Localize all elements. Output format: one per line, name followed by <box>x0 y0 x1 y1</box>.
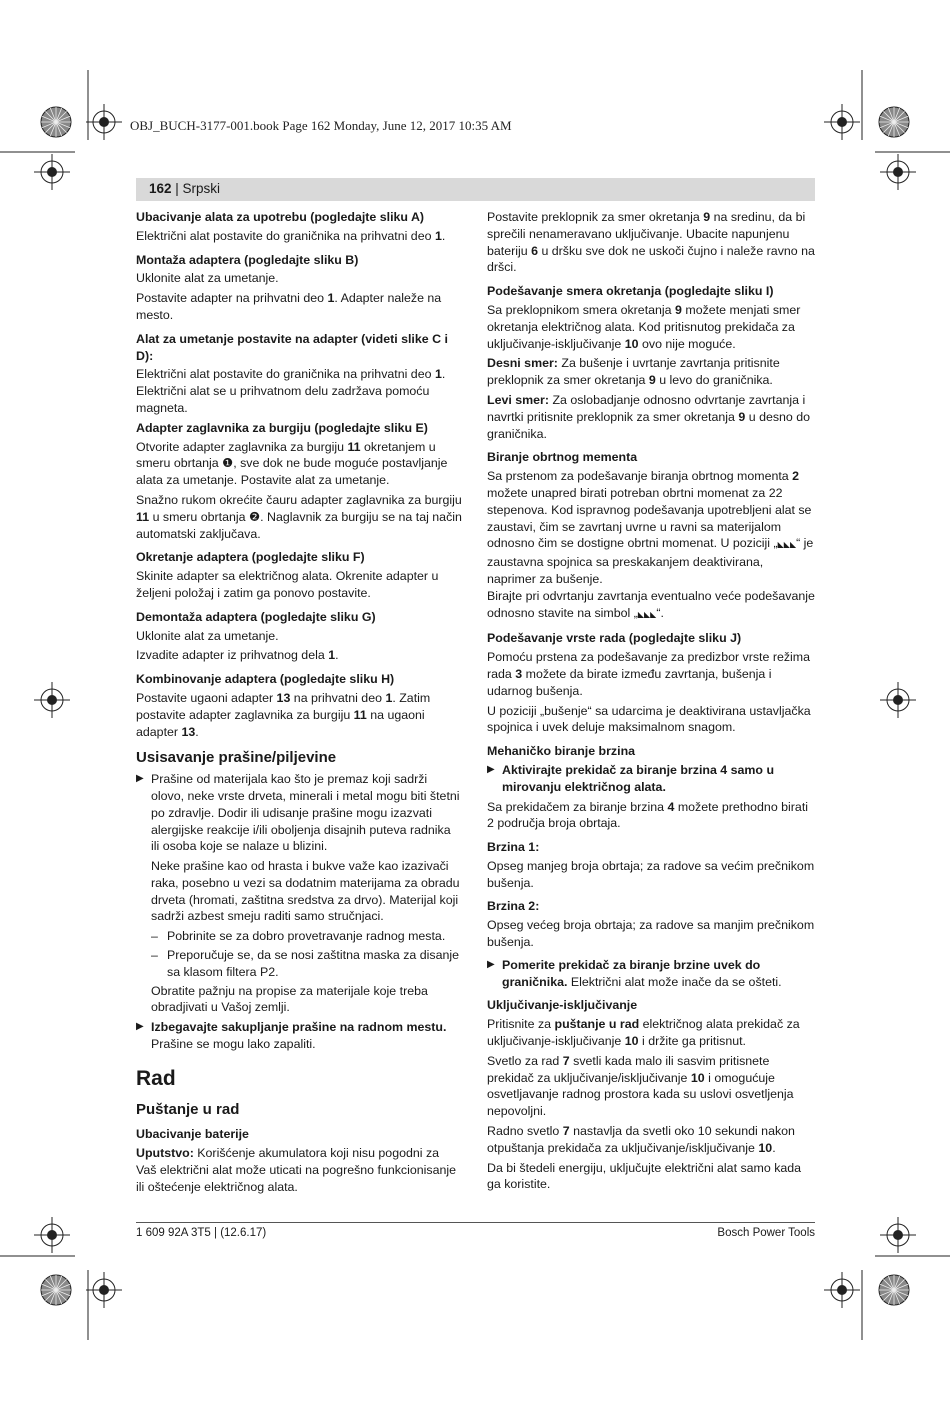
para-zaglavnik-2: Snažno rukom okrećite čauru adapter zaglavnika za burgiju 11 u smeru obrtanja ❷. Naglavnik za burgiju se na taj način automatski zaključava. <box>136 492 462 541</box>
header-language: Srpski <box>182 181 221 196</box>
para-levi-smer: Levi smer: Za oslobadjanje odnosno odvrtanje zavrtanja i navrtki pritisnite preklopnik za smer okretanja 9 u desno do graničnika. <box>487 392 811 441</box>
para-svetlo: Svetlo za rad 7 svetli kada malo ili sasvim pritisnete prekidač za uključivanje/isključivanje 10 i omogućuje osvetljavanje radnog prostora kada su uslovi osvetljenja nepovoljni. <box>487 1053 794 1119</box>
dash-item-2: – Preporučuje se, da se nosi zaštitna maska za disanje sa klasom filtera P2. <box>151 948 460 979</box>
heading-brzina-1: Brzina 1: <box>487 840 540 855</box>
book-meta-line: OBJ_BUCH-3177-001.book Page 162 Monday, June 12, 2017 10:35 AM <box>130 118 512 133</box>
bullet-arrow-icon: ▶ <box>487 958 495 970</box>
heading-pustanje: Puštanje u rad <box>136 1100 240 1118</box>
heading-demontaza: Demontaža adaptera (pogledajte sliku G) <box>136 609 376 624</box>
heading-vrsta: Podešavanje vrste rada (pogledajte sliku J) <box>487 631 742 646</box>
para-moment: Sa prstenom za podešavanje biranja obrtnog momenta 2 možete unapred birati potreban obrtni momenat za 22 stepenova. Kod ispravnog podešavanja upotrebljeni alat se zaustavi, čim se zavrtanj uvrne u ravni sa materijalom odnosno čim se dostigne obrtni momenat. U poziciji „◣◣◣“ je zaustavna spojnica sa preskakanjem deaktivirana, naprimer za bušenje. Birajte pri odvrtanju zavrtanja eventualno veće podešavanje odnosno stavite na simbol „◣◣◣“. <box>487 469 815 620</box>
para-desni-smer: Desni smer: Za bušenje i uvrtanje zavrtanja pritisnite preklopnik za smer okretanja 9 u levo do graničnika. <box>487 356 780 388</box>
bullet-prasine-p2: Neke prašine kao od hrasta i bukve važe kao izazivači raka, posebno u vezi sa dodatnim materijama za obradu drveta (hromati, zaštitna sredstva za drvo). Materijal koji sadrži azbest smeju raditi samo stručnjaci. <box>151 859 460 924</box>
heading-rad: Rad <box>136 1066 176 1090</box>
para-preklopnik: Postavite preklopnik za smer okretanja 9 na sredinu, da bi sprečili nenameravano uključivanje. Ubacite napunjenu bateriju 6 u dršku sve dok ne uskoči čujno i naleže ravno na dršci. <box>487 210 815 275</box>
page-number: 162 <box>149 181 172 196</box>
bullet-arrow-icon: ▶ <box>136 1021 144 1033</box>
heading-ubacivanje-alata: Ubacivanje alata za upotrebu (pogledajte sliku A) <box>136 210 425 224</box>
drill-symbol-icon: ◣◣◣ <box>777 540 797 550</box>
heading-usisavanje: Usisavanje prašine/piljevine <box>136 749 337 767</box>
heading-moment: Biranje obrtnog mementa <box>487 450 638 465</box>
para-demontaza-2: Izvadite adapter iz prihvatnog dela 1. <box>136 648 339 663</box>
header-separator: | <box>171 181 183 196</box>
heading-mehanicko: Mehaničko biranje brzina <box>487 744 636 759</box>
para-okretanje: Skinite adapter sa električnog alata. Okrenite adapter u željeni položaj i zatim ga ponovo postavite. <box>136 569 439 600</box>
footer-doc-code: 1 609 92A 3T5 | (12.6.17) <box>136 1227 267 1239</box>
footer-brand: Bosch Power Tools <box>717 1227 815 1239</box>
para-montaza-2: Postavite adapter na prihvatni deo 1. Adapter naleže na mesto. <box>136 291 442 322</box>
para-kombinovanje: Postavite ugaoni adapter 13 na prihvatni deo 1. Zatim postavite adapter zaglavnika za burgiju 11 na ugaoni adapter 13. <box>136 690 431 739</box>
bullet-arrow-icon: ▶ <box>487 763 495 775</box>
heading-okretanje: Okretanje adaptera (pogledajte sliku F) <box>136 550 365 565</box>
heading-montaza: Montaža adaptera (pogledajte sliku B) <box>136 252 359 267</box>
heading-ubacivanje-baterije: Ubacivanje baterije <box>136 1127 249 1142</box>
left-column <box>136 209 462 1199</box>
circle-2-icon: ❷ <box>249 509 261 524</box>
drill-symbol-icon: ◣◣◣ <box>637 609 657 619</box>
bullet-prasine-p3: Obratite pažnju na propise za materijale koje treba obradjivati u Vašoj zemlji. <box>151 983 428 1015</box>
para-vrsta-1: Pomoću prstena za podešavanje za predizbor vrste režima rada 3 možete da birate između zavrtanja, bušenja i udarnog bušenja. <box>487 650 811 698</box>
para-smer: Sa preklopnikom smera okretanja 9 možete menjati smer okretanja električnog alata. Kod pritisnutog prekidača za uključivanje-isključivanje 10 ovo nije moguće. <box>487 302 801 351</box>
para-brzina-2: Opseg većeg broja obrtaja; za radove sa manjim prečnikom bušenja. <box>487 918 815 950</box>
para-radno-svetlo: Radno svetlo 7 nastavlja da svetli oko 10 sekundi nakon otpuštanja prekidača za uključivanje/isključivanje 10. <box>487 1124 795 1155</box>
dash-item-1: – Pobrinite se za dobro provetravanje radnog mesta. <box>151 929 446 944</box>
footer-rule <box>136 1222 815 1223</box>
bullet-prasine <box>136 771 462 1016</box>
para-energija: Da bi štedeli energiju, uključujte električni alat samo kada ga koristite. <box>487 1160 802 1192</box>
para-zaglavnik-1: Otvorite adapter zaglavnika za burgiju 11 okretanjem u smeru obrtanja ❶, sve dok ne bude moguće postavljanje alata za umetanje. Postavite alat za umetanje. <box>136 439 448 488</box>
para-brzina-1: Opseg manjeg broja obrtaja; za radove sa većim prečnikom bušenja. <box>487 858 815 890</box>
para-montaza-1: Uklonite alat za umetanje. <box>136 271 279 286</box>
bullet-arrow-icon: ▶ <box>136 773 144 785</box>
heading-ukljucivanje: Uključivanje-isključivanje <box>487 998 638 1013</box>
bullet-izbegavajte: ▶ Izbegavajte sakupljanje prašine na radnom mestu. Prašine se mogu lako zapaliti. <box>136 1020 447 1052</box>
bullet-aktivirajte: ▶ Aktivirajte prekidač za biranje brzina 4 samo u mirovanju električnog alata. <box>487 762 775 794</box>
para-vrsta-2: U poziciji „bušenje“ sa udarcima je deaktivirana ustavljačka spojnica i uvek deluje maksimalnom snagom. <box>487 703 811 735</box>
para-demontaza-1: Uklonite alat za umetanje. <box>136 628 279 643</box>
para-uputstvo: Uputstvo: Korišćenje akumulatora koji nisu pogodni za Vaš električni alat može uticati na pogrešno funkcionisanje ili oštećenje električnog alata. <box>136 1146 457 1194</box>
heading-brzina-2: Brzina 2: <box>487 899 540 914</box>
bullet-pomerite: ▶ Pomerite prekidač za biranje brzine uvek do graničnika. Električni alat može inače da se ošteti. <box>487 957 782 989</box>
circle-1-icon: ❶ <box>222 456 234 471</box>
para-alat-adapter: Električni alat postavite do graničnika na prihvatni deo 1. Električni alat se u prihvatnom delu zadržava pomoću magneta. <box>136 367 446 415</box>
page-header <box>136 178 815 201</box>
para-ubacivanje-alata: Električni alat postavite do graničnika na prihvatni deo 1. <box>136 228 446 243</box>
heading-zaglavnik: Adapter zaglavnika za burgiju (pogledajte sliku E) <box>136 420 428 435</box>
heading-alat-adapter: Alat za umetanje postavite na adapter (videti slike C i D): <box>136 331 448 363</box>
para-ukljucivanje: Pritisnite za puštanje u rad električnog alata prekidač za uključivanje-isključivanje 10 i držite ga pritisnut. <box>487 1017 800 1049</box>
heading-kombinovanje: Kombinovanje adaptera (pogledajte sliku H) <box>136 672 395 687</box>
para-mehanicko: Sa prekidačem za biranje brzina 4 možete prethodno birati 2 područja broja obrtaja. <box>487 799 809 831</box>
heading-smer: Podešavanje smera okretanja (pogledajte sliku I) <box>487 284 774 299</box>
header-text <box>149 181 220 196</box>
bullet-prasine-p1: Prašine od materijala kao što je premaz koji sadrži olovo, neke vrste drveta, minerali i metal mogu biti štetni po zdravlje. Dodir ili udisanje prašine mogu izazvati alergijske reakcije i/ili oboljenja disajnih puteva radnika ili osoba koje se nalaze u blizini. <box>151 772 460 854</box>
right-column <box>487 209 815 1196</box>
